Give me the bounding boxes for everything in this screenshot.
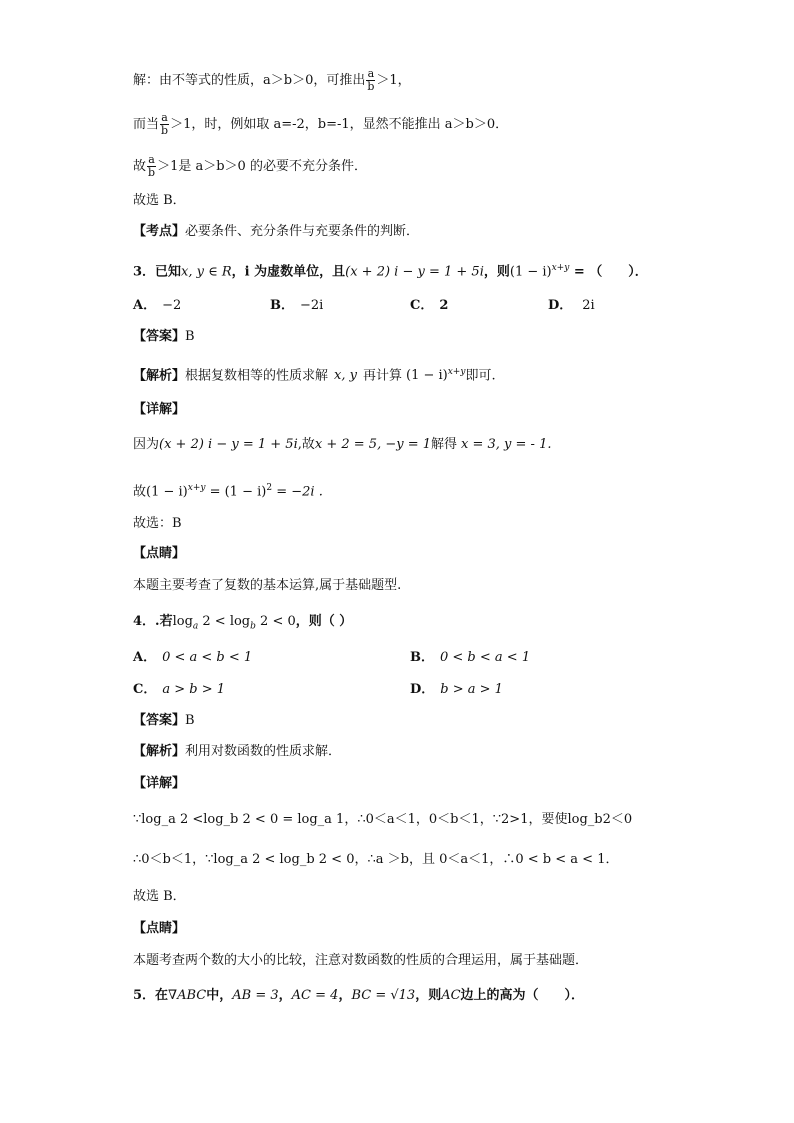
text: ,故 [297,437,315,452]
q3-detail-tag: 【详解】 [133,402,186,417]
fraction-a-over-b [366,68,375,93]
math: BC = √13 [351,988,416,1003]
q3-dianjing-tag: 【点睛】 [133,546,186,561]
text: 即可. [465,368,496,384]
q4-detail-1: ∵log_a 2 <log_b 2 < 0 = log_a 1，∴0＜a＜1，0＜b＜1，∵2>1，要使log_b2＜0 [133,812,633,827]
numerator: a [161,111,168,124]
q3-stem [133,258,648,282]
q4-analysis [133,742,341,762]
q4-number: 4．.若 [133,614,173,629]
option-value: −2 [162,298,182,313]
option-value: 0 < a < b < 1 [162,650,253,665]
kaodian-text: 必要条件、充分条件与充要条件的判断． [185,224,420,239]
text: ，则 [483,264,510,280]
q4-detail-2: ∴0＜b＜1，∵log_a 2 < log_b 2 < 0，∴a ＞b，且 0＜a＜1，∴0 < b < a < 1． [133,852,619,867]
denominator: b [148,166,156,179]
q4-choice: 故选 B． [133,889,186,904]
fraction-a-over-b [160,112,169,137]
option-value: 2i [582,298,595,313]
text: = （ ）． [569,264,648,280]
text: 根据复数相等的性质求解 [185,368,329,384]
math-exponent: 2 [266,483,273,493]
denominator: b [367,80,375,93]
text: ， [278,988,292,1003]
q3-detail-2 [133,478,323,502]
q3-option-a [133,296,181,316]
math-subscript: b [250,621,256,632]
text: 因为 [133,437,160,452]
option-label: C． [133,682,157,697]
text: 故 [133,484,147,500]
math: x, y ∈ R [181,264,232,280]
q3-option-c [410,296,448,316]
math: 2 < log [198,614,251,629]
math: x + 2 = 5, −y = 1 [314,437,431,452]
option-label: C． [410,298,434,313]
math-exponent: x+y [447,367,466,377]
text: 故 [133,159,147,174]
math: (1 − i) [146,484,188,500]
option-label: A． [133,298,157,313]
answer-value: B [185,329,195,344]
math: = (1 − i) [205,484,267,500]
math: AC = 4 [291,988,339,1003]
option-value: a > b > 1 [162,682,226,697]
text: 解得 [431,437,458,452]
analysis-tag: 【解析】 [133,744,186,759]
math: ∇ABC [168,988,207,1003]
solution-line-2 [133,112,508,137]
text: ，i 为虚数单位，且 [231,264,346,280]
q3-dianjing-text: 本题主要考查了复数的基本运算,属于基础题型. [133,578,402,593]
math-exponent: x+y [551,263,570,273]
solution-choice: 故选 B． [133,193,186,208]
text: ＞1，时，例如取 a=-2，b=-1，显然不能推出 a＞b＞0． [170,117,509,132]
text: ， [338,988,352,1003]
solution-line-1 [133,68,411,93]
math: AB = 3 [232,988,279,1003]
numerator: a [367,67,375,80]
q4-option-d [410,680,503,700]
q3-answer [133,327,195,347]
math: AC [441,988,461,1003]
q4-dianjing-tag: 【点睛】 [133,921,186,936]
text: 解：由不等式的性质，a＞b＞0，可推出 [133,73,366,88]
solution-line-3 [133,154,367,179]
q5-number: 5．在 [133,988,169,1003]
kaodian-tag: 【考点】 [133,224,186,239]
text: ，则 [415,988,442,1003]
q3-option-b [270,296,323,316]
text: 再计算 [362,368,402,384]
option-value: −2i [300,298,324,313]
numerator: a [148,153,155,166]
option-label: D． [410,682,435,697]
math: (1 − i) [509,264,552,280]
answer-tag: 【答案】 [133,329,186,344]
q3-detail-1 [133,435,551,455]
math: 2 < 0 [255,614,296,629]
math: (1 − i) [406,368,448,384]
text: ＞1是 a＞b＞0 的必要不充分条件． [157,159,367,174]
fraction-a-over-b [147,154,156,179]
option-label: A． [133,650,157,665]
math: = −2i . [272,484,323,500]
q3-choice: 故选：B [133,516,182,531]
text: ，则（ ） [295,614,353,629]
q4-stem [133,612,352,637]
option-value: 2 [439,298,449,313]
text: ＞1， [376,73,411,88]
analysis-text: 利用对数函数的性质求解． [185,744,342,759]
q4-option-b [410,648,530,668]
analysis-tag: 【解析】 [133,368,186,384]
math-exponent: x+y [187,483,206,493]
q4-option-c [133,680,225,700]
kaodian [133,222,419,242]
q4-dianjing-text: 本题考查两个数的大小的比较，注意对数函数的性质的合理运用，属于基础题． [133,953,589,968]
math: x, y [334,368,357,384]
text: 而当 [133,117,160,132]
denominator: b [161,124,169,137]
math: (x + 2) i − y = 1 + 5i [159,437,298,452]
q5-stem [133,986,584,1006]
q4-answer [133,711,195,731]
option-value: 0 < b < a < 1 [440,650,531,665]
q3-number: 3．已知 [133,264,182,280]
math: (x + 2) i − y = 1 + 5i [345,264,484,280]
math: log [172,614,193,629]
q3-option-d [548,296,595,316]
option-label: B． [270,298,294,313]
text: 边上的高为（ ）． [460,988,585,1003]
math-subscript: a [192,621,199,632]
option-label: D． [548,298,573,313]
text: 中， [206,988,233,1003]
q4-detail-tag: 【详解】 [133,776,186,791]
math: x = 3, y = - 1. [461,437,552,452]
option-value: b > a > 1 [440,682,503,697]
q4-option-a [133,648,252,668]
q3-analysis [133,362,496,386]
answer-value: B [185,713,195,728]
option-label: B． [410,650,434,665]
answer-tag: 【答案】 [133,713,186,728]
